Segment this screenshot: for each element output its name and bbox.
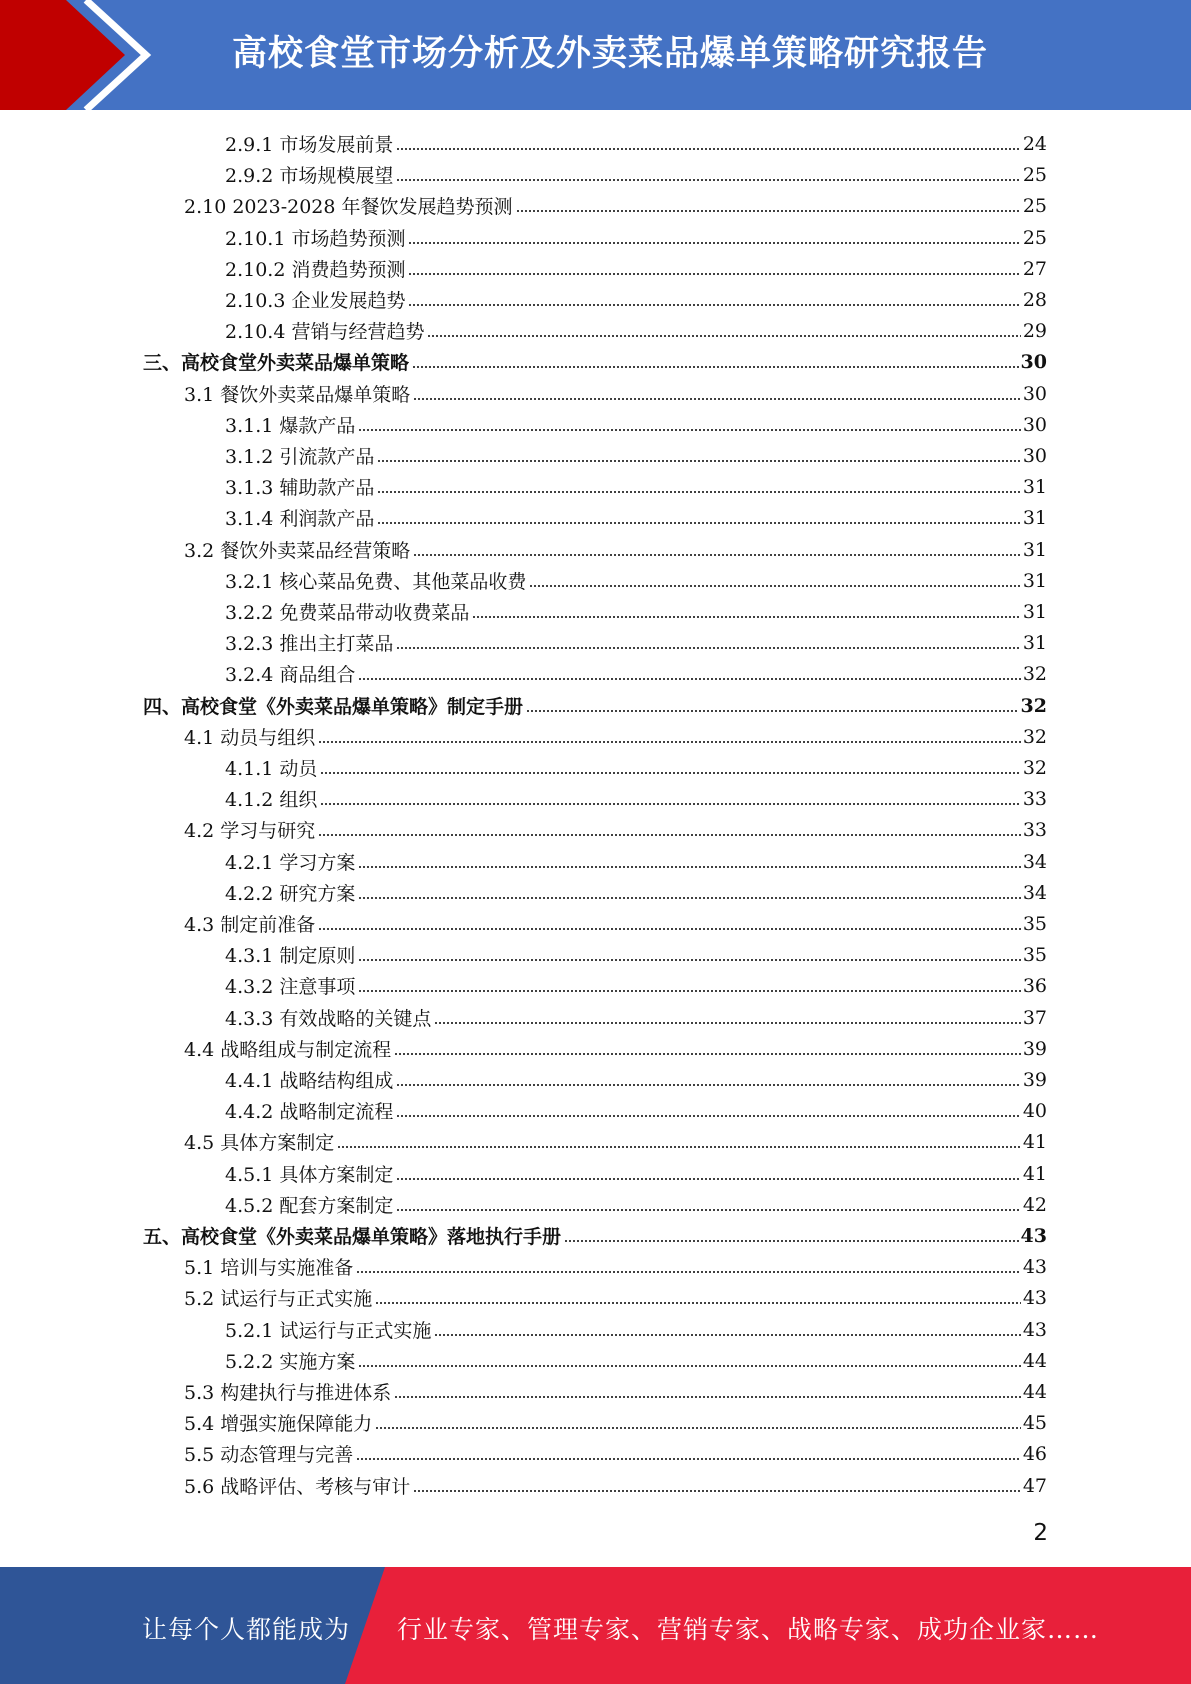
toc-entry-title: 三、高校食堂外卖菜品爆单策略 <box>143 352 410 374</box>
toc-entry[interactable] <box>225 471 1047 502</box>
toc-dot-leader <box>318 928 1021 930</box>
toc-entry-title: 4.1.1 动员 <box>225 758 318 780</box>
toc-dot-leader <box>394 1396 1021 1398</box>
toc-entry[interactable] <box>225 1095 1047 1126</box>
toc-entry-page: 30 <box>1020 350 1047 373</box>
toc-dot-leader <box>427 335 1020 337</box>
toc-entry[interactable] <box>184 1282 1047 1313</box>
toc-dot-leader <box>394 1053 1021 1055</box>
toc-entry-page: 29 <box>1022 319 1047 342</box>
toc-entry[interactable] <box>184 1376 1047 1407</box>
toc-entry-page: 33 <box>1022 787 1047 810</box>
toc-entry-title: 4.5 具体方案制定 <box>184 1132 335 1154</box>
toc-entry-title: 2.10.4 营销与经营趋势 <box>225 321 425 343</box>
toc-entry-page: 34 <box>1022 881 1047 904</box>
toc-entry[interactable] <box>225 627 1047 658</box>
toc-entry[interactable] <box>225 752 1047 783</box>
toc-entry-title: 四、高校食堂《外卖菜品爆单策略》制定手册 <box>143 696 524 718</box>
toc-entry-page: 45 <box>1022 1411 1047 1434</box>
toc-entry-title: 5.2 试运行与正式实施 <box>184 1288 373 1310</box>
toc-entry-page: 25 <box>1022 163 1047 186</box>
toc-entry[interactable] <box>184 814 1047 845</box>
toc-entry[interactable] <box>225 877 1047 908</box>
toc-dot-leader <box>396 148 1020 150</box>
toc-entry-page: 43 <box>1022 1286 1047 1309</box>
toc-dot-leader <box>434 1022 1020 1024</box>
toc-entry[interactable] <box>225 440 1047 471</box>
toc-entry-page: 43 <box>1022 1318 1047 1341</box>
toc-entry-page: 24 <box>1022 132 1047 155</box>
toc-entry-title: 4.3.2 注意事项 <box>225 976 356 998</box>
toc-dot-leader <box>472 616 1020 618</box>
toc-entry[interactable] <box>225 846 1047 877</box>
toc-entry-title: 2.10 2023-2028 年餐饮发展趋势预测 <box>184 196 513 218</box>
toc-entry-title: 4.2.1 学习方案 <box>225 852 356 874</box>
toc-entry[interactable] <box>184 1033 1047 1064</box>
toc-dot-leader <box>337 1146 1021 1148</box>
toc-entry-page: 43 <box>1020 1224 1047 1247</box>
toc-dot-leader <box>375 1427 1021 1429</box>
toc-entry[interactable] <box>225 253 1047 284</box>
toc-entry-title: 3.2.4 商品组合 <box>225 664 356 686</box>
toc-entry[interactable] <box>184 534 1047 565</box>
toc-entry-title: 3.2.2 免费菜品带动收费菜品 <box>225 602 470 624</box>
toc-entry-title: 五、高校食堂《外卖菜品爆单策略》落地执行手册 <box>143 1226 562 1248</box>
footer-slogan-right: 行业专家、管理专家、营销专家、战略专家、成功企业家…… <box>397 1615 1100 1644</box>
toc-entry-page: 31 <box>1022 506 1047 529</box>
toc-entry-page: 43 <box>1022 1255 1047 1278</box>
toc-entry-title: 2.9.2 市场规模展望 <box>225 165 394 187</box>
toc-entry-title: 4.2 学习与研究 <box>184 820 316 842</box>
toc-entry[interactable] <box>225 1314 1047 1345</box>
toc-entry[interactable] <box>225 128 1047 159</box>
toc-dot-leader <box>358 959 1020 961</box>
toc-entry-page: 32 <box>1022 725 1047 748</box>
toc-entry[interactable] <box>225 1064 1047 1095</box>
toc-dot-leader <box>413 398 1021 400</box>
page-footer <box>0 1567 1191 1684</box>
toc-entry-title: 3.1.3 辅助款产品 <box>225 477 375 499</box>
toc-entry-page: 31 <box>1022 538 1047 561</box>
toc-dot-leader <box>356 1271 1021 1273</box>
toc-entry-title: 4.5.2 配套方案制定 <box>225 1195 394 1217</box>
toc-entry-title: 4.4.2 战略制定流程 <box>225 1101 394 1123</box>
toc-entry-page: 41 <box>1022 1162 1047 1185</box>
toc-entry-title: 2.9.1 市场发展前景 <box>225 134 394 156</box>
toc-entry-title: 2.10.1 市场趋势预测 <box>225 228 406 250</box>
toc-entry-title: 5.2.1 试运行与正式实施 <box>225 1320 432 1342</box>
toc-entry-page: 31 <box>1022 631 1047 654</box>
toc-entry-title: 5.1 培训与实施准备 <box>184 1257 354 1279</box>
toc-entry-page: 31 <box>1022 569 1047 592</box>
toc-entry-page: 35 <box>1022 912 1047 935</box>
toc-entry[interactable] <box>225 1002 1047 1033</box>
toc-entry-title: 5.4 增强实施保障能力 <box>184 1413 373 1435</box>
toc-dot-leader <box>408 304 1020 306</box>
toc-dot-leader <box>396 647 1020 649</box>
toc-entry[interactable] <box>225 222 1047 253</box>
toc-dot-leader <box>320 772 1020 774</box>
toc-entry-page: 25 <box>1022 226 1047 249</box>
report-title: 高校食堂市场分析及外卖菜品爆单策略研究报告 <box>232 34 989 74</box>
toc-entry-title: 4.1 动员与组织 <box>184 727 316 749</box>
toc-entry[interactable] <box>225 284 1047 315</box>
toc-dot-leader <box>413 554 1021 556</box>
toc-entry-page: 32 <box>1020 694 1047 717</box>
toc-entry-title: 5.3 构建执行与推进体系 <box>184 1382 392 1404</box>
toc-entry-title: 3.1.4 利润款产品 <box>225 508 375 530</box>
toc-entry-page: 33 <box>1022 818 1047 841</box>
toc-entry-title: 5.5 动态管理与完善 <box>184 1444 354 1466</box>
toc-dot-leader <box>408 273 1020 275</box>
toc-entry[interactable] <box>225 565 1047 596</box>
toc-dot-leader <box>358 429 1020 431</box>
toc-entry-page: 27 <box>1022 257 1047 280</box>
toc-dot-leader <box>358 866 1020 868</box>
toc-dot-leader <box>408 242 1020 244</box>
toc-entry[interactable] <box>184 190 1047 221</box>
toc-entry-page: 44 <box>1022 1349 1047 1372</box>
toc-dot-leader <box>413 1490 1021 1492</box>
page-number: 2 <box>1033 1520 1048 1546</box>
toc-entry-title: 3.2.1 核心菜品免费、其他菜品收费 <box>225 571 527 593</box>
toc-dot-leader <box>375 1302 1021 1304</box>
toc-dot-leader <box>358 1365 1020 1367</box>
toc-entry[interactable] <box>225 970 1047 1001</box>
toc-entry[interactable] <box>184 721 1047 752</box>
toc-entry-page: 37 <box>1022 1006 1047 1029</box>
toc-dot-leader <box>318 741 1021 743</box>
toc-entry-page: 34 <box>1022 850 1047 873</box>
toc-entry-title: 4.5.1 具体方案制定 <box>225 1164 394 1186</box>
toc-dot-leader <box>396 1209 1020 1211</box>
toc-entry[interactable] <box>225 1345 1047 1376</box>
toc-entry[interactable] <box>225 1189 1047 1220</box>
toc-entry[interactable] <box>225 1158 1047 1189</box>
toc-entry-title: 3.1.1 爆款产品 <box>225 415 356 437</box>
toc-entry-page: 39 <box>1022 1068 1047 1091</box>
toc-entry-title: 5.6 战略评估、考核与审计 <box>184 1476 411 1498</box>
toc-entry-page: 47 <box>1022 1474 1047 1497</box>
toc-dot-leader <box>434 1334 1020 1336</box>
toc-dot-leader <box>396 179 1020 181</box>
toc-entry-page: 32 <box>1022 756 1047 779</box>
toc-entry[interactable] <box>225 658 1047 689</box>
toc-entry-page: 39 <box>1022 1037 1047 1060</box>
toc-entry[interactable] <box>143 1220 1047 1251</box>
toc-entry[interactable] <box>184 1407 1047 1438</box>
toc-dot-leader <box>396 1115 1020 1117</box>
toc-dot-leader <box>396 1084 1020 1086</box>
toc-entry[interactable] <box>225 596 1047 627</box>
toc-entry[interactable] <box>184 1438 1047 1469</box>
toc-dot-leader <box>377 460 1020 462</box>
toc-entry-title: 3.1.2 引流款产品 <box>225 446 375 468</box>
toc-dot-leader <box>396 1178 1020 1180</box>
toc-entry-page: 36 <box>1022 974 1047 997</box>
toc-entry-title: 4.3.3 有效战略的关键点 <box>225 1008 432 1030</box>
toc-entry-page: 31 <box>1022 475 1047 498</box>
toc-dot-leader <box>526 710 1019 712</box>
toc-dot-leader <box>377 491 1020 493</box>
toc-entry-title: 5.2.2 实施方案 <box>225 1351 356 1373</box>
footer-slogan-left: 让每个人都能成为 <box>142 1615 351 1644</box>
toc-dot-leader <box>564 1240 1019 1242</box>
toc-entry[interactable] <box>225 502 1047 533</box>
toc-entry-page: 31 <box>1022 600 1047 623</box>
toc-entry-page: 46 <box>1022 1442 1047 1465</box>
toc-entry-title: 3.2.3 推出主打菜品 <box>225 633 394 655</box>
toc-entry-page: 41 <box>1022 1130 1047 1153</box>
toc-dot-leader <box>358 678 1020 680</box>
toc-entry-title: 3.1 餐饮外卖菜品爆单策略 <box>184 384 411 406</box>
toc-entry[interactable] <box>184 1470 1047 1501</box>
toc-entry-title: 2.10.3 企业发展趋势 <box>225 290 406 312</box>
toc-dot-leader <box>516 210 1021 212</box>
toc-entry[interactable] <box>225 409 1047 440</box>
toc-entry-page: 30 <box>1022 413 1047 436</box>
toc-entry-page: 25 <box>1022 194 1047 217</box>
toc-dot-leader <box>318 834 1021 836</box>
toc-entry-title: 4.1.2 组织 <box>225 789 318 811</box>
toc-entry-page: 30 <box>1022 382 1047 405</box>
toc-entry-page: 32 <box>1022 662 1047 685</box>
toc-entry-page: 35 <box>1022 943 1047 966</box>
toc-entry-title: 4.4.1 战略结构组成 <box>225 1070 394 1092</box>
toc-dot-leader <box>358 897 1020 899</box>
toc-entry[interactable] <box>143 690 1047 721</box>
toc-entry-title: 4.4 战略组成与制定流程 <box>184 1039 392 1061</box>
toc-entry[interactable] <box>184 1251 1047 1282</box>
page-header <box>0 0 1191 110</box>
toc-entry[interactable] <box>143 346 1047 377</box>
toc-entry-page: 30 <box>1022 444 1047 467</box>
toc-entry[interactable] <box>184 1126 1047 1157</box>
toc-entry[interactable] <box>225 315 1047 346</box>
toc-entry-title: 3.2 餐饮外卖菜品经营策略 <box>184 540 411 562</box>
toc-dot-leader <box>377 522 1020 524</box>
toc-dot-leader <box>529 585 1020 587</box>
toc-dot-leader <box>412 366 1019 368</box>
toc-entry[interactable] <box>225 783 1047 814</box>
toc-entry[interactable] <box>184 378 1047 409</box>
toc-entry-title: 2.10.2 消费趋势预测 <box>225 259 406 281</box>
toc-entry[interactable] <box>184 908 1047 939</box>
toc-entry[interactable] <box>225 159 1047 190</box>
toc-entry-page: 44 <box>1022 1380 1047 1403</box>
toc-entry[interactable] <box>225 939 1047 970</box>
toc-entry-title: 4.3.1 制定原则 <box>225 945 356 967</box>
toc-entry-page: 42 <box>1022 1193 1047 1216</box>
toc-entry-page: 40 <box>1022 1099 1047 1122</box>
header-arrow-graphic <box>0 0 160 110</box>
toc-entry-title: 4.3 制定前准备 <box>184 914 316 936</box>
toc-dot-leader <box>358 990 1020 992</box>
toc-entry-page: 28 <box>1022 288 1047 311</box>
toc-entry-title: 4.2.2 研究方案 <box>225 883 356 905</box>
toc-dot-leader <box>356 1458 1021 1460</box>
toc-dot-leader <box>320 803 1020 805</box>
